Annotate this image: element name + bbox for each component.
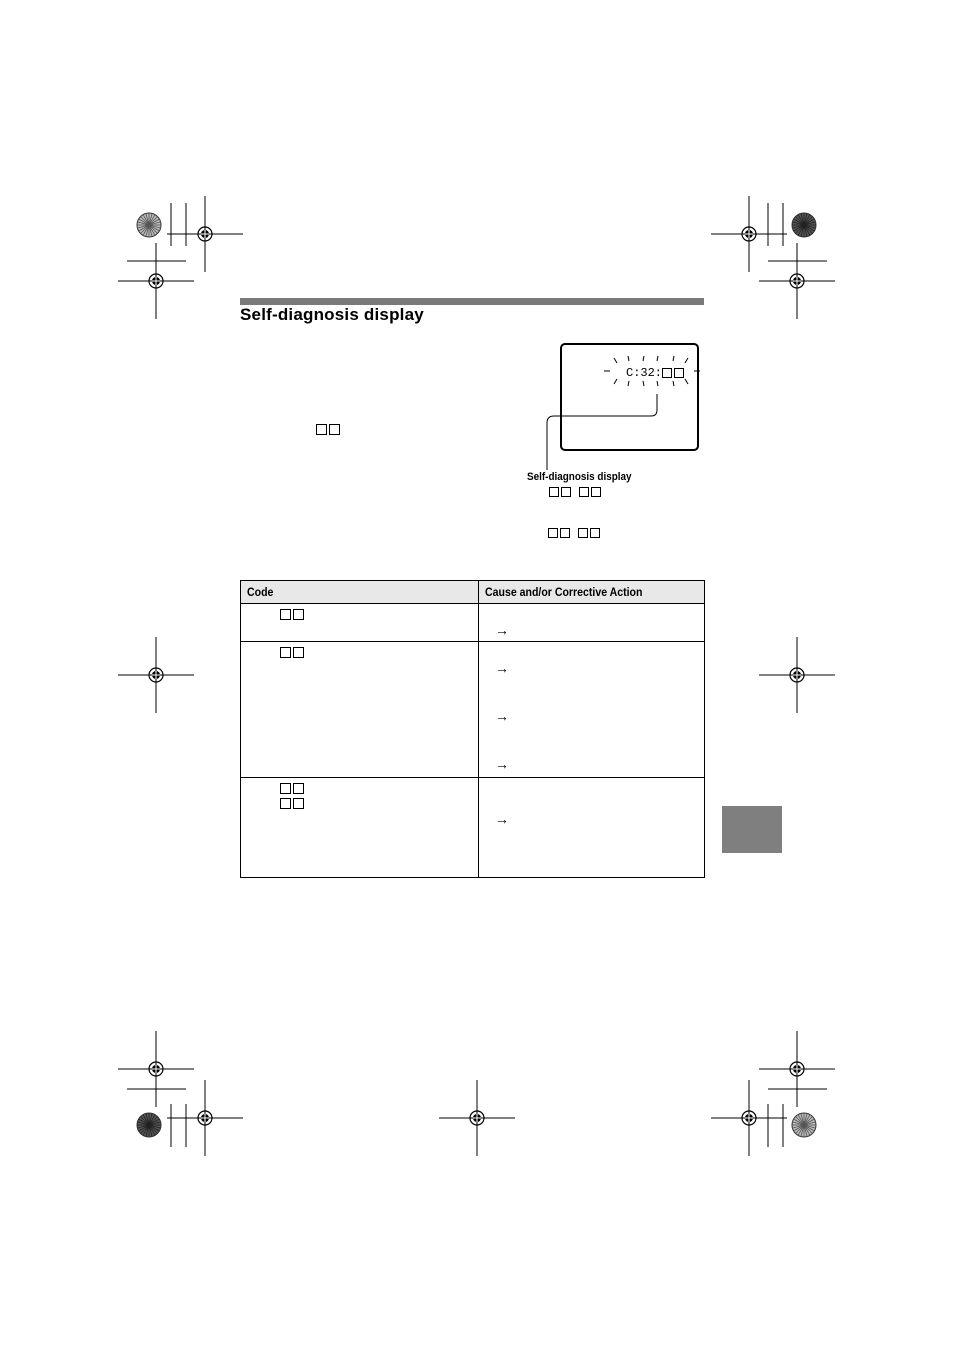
code-placeholder-boxes [316,424,342,435]
crosshair-circle-icon [759,637,835,713]
action-cell [479,642,705,778]
empty-square-icon [293,798,304,809]
table-row [241,778,705,878]
empty-square-icon [549,487,559,497]
crosshair-circle-icon [759,1031,835,1107]
code-cell [241,778,479,878]
empty-square-icon [578,528,588,538]
crosshair-circle-icon [711,1080,787,1156]
empty-square-icon [662,368,672,378]
empty-square-icon [329,424,340,435]
code-cell [241,642,479,778]
caption-placeholder-boxes-1 [549,487,603,497]
empty-square-icon [293,783,304,794]
column-header-code: Code [241,581,479,604]
starburst-disc-icon [137,1113,161,1137]
caption-placeholder-boxes-2 [548,528,602,538]
empty-square-icon [590,528,600,538]
chapter-tab-mark [722,806,782,853]
arrow-right-icon: → [495,622,509,638]
crosshair-circle-icon [167,1080,243,1156]
self-diagnosis-table [240,580,705,878]
starburst-disc-icon [792,213,816,237]
table-row [241,604,705,642]
empty-square-icon [561,487,571,497]
arrow-right-icon: → [495,811,509,827]
code-cell [241,604,479,642]
empty-square-icon [280,798,291,809]
callout-leader-line [544,392,664,472]
empty-square-icon [280,783,291,794]
arrow-right-icon: → [495,708,509,724]
action-cell [479,778,705,878]
empty-square-icon [560,528,570,538]
lcd-code-readout [626,366,686,380]
page-title: Self-diagnosis display [240,305,424,324]
crosshair-circle-icon [118,637,194,713]
starburst-disc-icon [137,213,161,237]
arrow-right-icon: → [495,756,509,772]
empty-square-icon [674,368,684,378]
empty-square-icon [293,609,304,620]
crosshair-circle-icon [118,1031,194,1107]
crosshair-circle-icon [439,1080,515,1156]
empty-square-icon [591,487,601,497]
lcd-code-prefix: C:32: [626,366,663,380]
empty-square-icon [280,609,291,620]
lcd-caption: Self-diagnosis display [527,471,632,483]
crosshair-circle-icon [118,243,194,319]
table-header-row [241,581,705,604]
empty-square-icon [579,487,589,497]
arrow-right-icon: → [495,660,509,676]
empty-square-icon [548,528,558,538]
action-cell [479,604,705,642]
empty-square-icon [293,647,304,658]
column-header-cause: Cause and/or Corrective Action [479,581,705,604]
empty-square-icon [316,424,327,435]
table-row [241,642,705,778]
starburst-disc-icon [792,1113,816,1137]
crosshair-circle-icon [759,243,835,319]
empty-square-icon [280,647,291,658]
section-rule [240,298,704,305]
